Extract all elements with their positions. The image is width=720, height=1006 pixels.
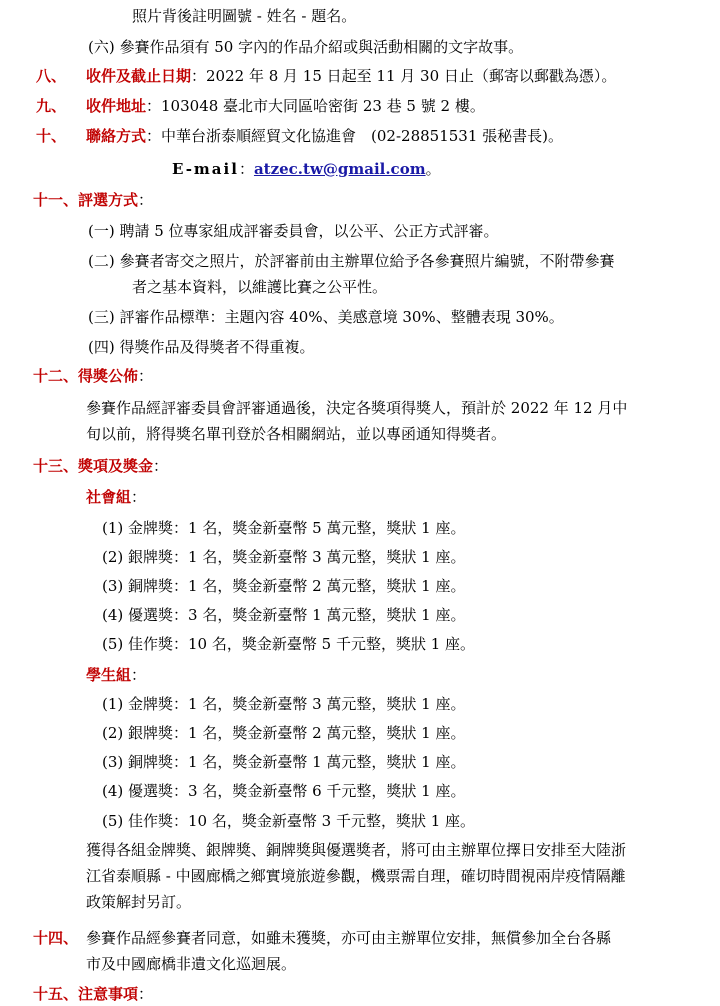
section-11-item-2: (二) 參賽者寄交之照片，於評審前由主辦單位給予各參賽照片編號，不附帶參賽: [88, 252, 615, 270]
social-prize-1: (1) 金牌獎：1 名，獎金新臺幣 5 萬元整，獎狀 1 座。: [102, 519, 466, 537]
student-prize-2: (2) 銀牌獎：1 名，獎金新臺幣 2 萬元整，獎狀 1 座。: [102, 724, 466, 742]
section-9-number: 九、: [36, 97, 67, 115]
section-11-heading: [33, 190, 153, 210]
student-group-colon: ：: [131, 666, 147, 684]
section-11-item-3: (三) 評審作品標準：主題內容 40%、美感意境 30%、整體表現 30%。: [88, 308, 564, 326]
social-prize-4: (4) 優選獎：3 名，獎金新臺幣 1 萬元整，獎狀 1 座。: [102, 606, 466, 624]
student-group-title: 學生組: [86, 666, 132, 684]
email-link[interactable]: atzec.tw@gmail.com: [253, 160, 426, 178]
social-group-heading: [86, 487, 146, 507]
social-prize-5: (5) 佳作獎：10 名，獎金新臺幣 5 千元整，獎狀 1 座。: [102, 635, 476, 653]
section-12-colon: ：: [138, 367, 154, 385]
student-prize-4: (4) 優選獎：3 名，獎金新臺幣 6 千元整，獎狀 1 座。: [102, 782, 466, 800]
section-11-item-1: (一) 聘請 5 位專家組成評審委員會，以公平、公正方式評審。: [88, 222, 499, 240]
section-14-number: 十四、: [33, 929, 79, 947]
section-12-line-1: 參賽作品經評審委員會評審通過後，決定各獎項得獎人，預計於 2022 年 12 月中: [86, 399, 628, 417]
section-13-title: 獎項及獎金: [78, 457, 154, 475]
student-prize-1: (1) 金牌獎：1 名，獎金新臺幣 3 萬元整，獎狀 1 座。: [102, 695, 466, 713]
section-14-line-2: 市及中國廊橋非遺文化巡迴展。: [86, 955, 297, 973]
section-9-text: ：103048 臺北市大同區哈密街 23 巷 5 號 2 樓。: [146, 97, 485, 115]
section-13-note-2: 江省泰順縣 - 中國廊橋之鄉實境旅遊參觀，機票需自理，確切時間視兩岸疫情隔離: [86, 867, 626, 885]
section-11-number: 十一、: [33, 191, 79, 209]
section-11-item-4: (四) 得獎作品及得獎者不得重複。: [88, 338, 315, 356]
section-10: [86, 126, 563, 146]
email-line: [172, 159, 441, 179]
email-colon: ：: [238, 160, 254, 178]
section-11-colon: ：: [138, 191, 154, 209]
section-10-text: ：中華台浙泰順經貿文化協進會 (02-28851531 張秘書長)。: [146, 127, 563, 145]
section-15-heading: [33, 984, 153, 1004]
section-11-title: 評選方式: [78, 191, 139, 209]
section-15-colon: ：: [138, 985, 154, 1003]
section-15-number: 十五、: [33, 985, 79, 1003]
item-six: (六) 參賽作品須有 50 字內的作品介紹或與活動相關的文字故事。: [88, 38, 524, 56]
email-end: 。: [425, 160, 441, 178]
section-14-line-1: 參賽作品經參賽者同意，如雖未獲獎，亦可由主辦單位安排，無償參加全台各縣: [86, 929, 612, 947]
section-9: [86, 96, 485, 116]
section-12-title: 得獎公佈: [78, 367, 139, 385]
photo-caption-rule: 照片背後註明圖號 - 姓名 - 題名。: [132, 7, 357, 25]
section-13-colon: ：: [153, 457, 169, 475]
section-10-number: 十、: [36, 127, 67, 145]
section-12-heading: [33, 366, 153, 386]
section-8-text: ：2022 年 8 月 15 日起至 11 月 30 日止（郵寄以郵戳為憑）。: [191, 67, 617, 85]
section-8: [86, 66, 616, 86]
section-9-title: 收件地址: [86, 97, 147, 115]
section-13-note-1: 獲得各組金牌獎、銀牌獎、銅牌獎與優選獎者，將可由主辦單位擇日安排至大陸浙: [86, 841, 627, 859]
social-group-colon: ：: [131, 488, 147, 506]
social-prize-3: (3) 銅牌獎：1 名，獎金新臺幣 2 萬元整，獎狀 1 座。: [102, 577, 466, 595]
section-11-item-2-cont: 者之基本資料，以維護比賽之公平性。: [132, 278, 388, 296]
section-8-number: 八、: [36, 67, 67, 85]
section-12-number: 十二、: [33, 367, 79, 385]
social-group-title: 社會組: [86, 488, 132, 506]
section-10-title: 聯絡方式: [86, 127, 147, 145]
section-12-line-2: 旬以前，將得獎名單刊登於各相關網站，並以專函通知得獎者。: [86, 425, 507, 443]
section-13-number: 十三、: [33, 457, 79, 475]
student-prize-3: (3) 銅牌獎：1 名，獎金新臺幣 1 萬元整，獎狀 1 座。: [102, 753, 466, 771]
section-13-heading: [33, 456, 168, 476]
student-group-heading: [86, 665, 146, 685]
email-label: E-mail: [172, 160, 239, 178]
section-8-title: 收件及截止日期: [86, 67, 192, 85]
section-15-title: 注意事項: [78, 985, 139, 1003]
section-13-note-3: 政策解封另訂。: [86, 893, 192, 911]
social-prize-2: (2) 銀牌獎：1 名，獎金新臺幣 3 萬元整，獎狀 1 座。: [102, 548, 466, 566]
student-prize-5: (5) 佳作獎：10 名，獎金新臺幣 3 千元整，獎狀 1 座。: [102, 812, 476, 830]
